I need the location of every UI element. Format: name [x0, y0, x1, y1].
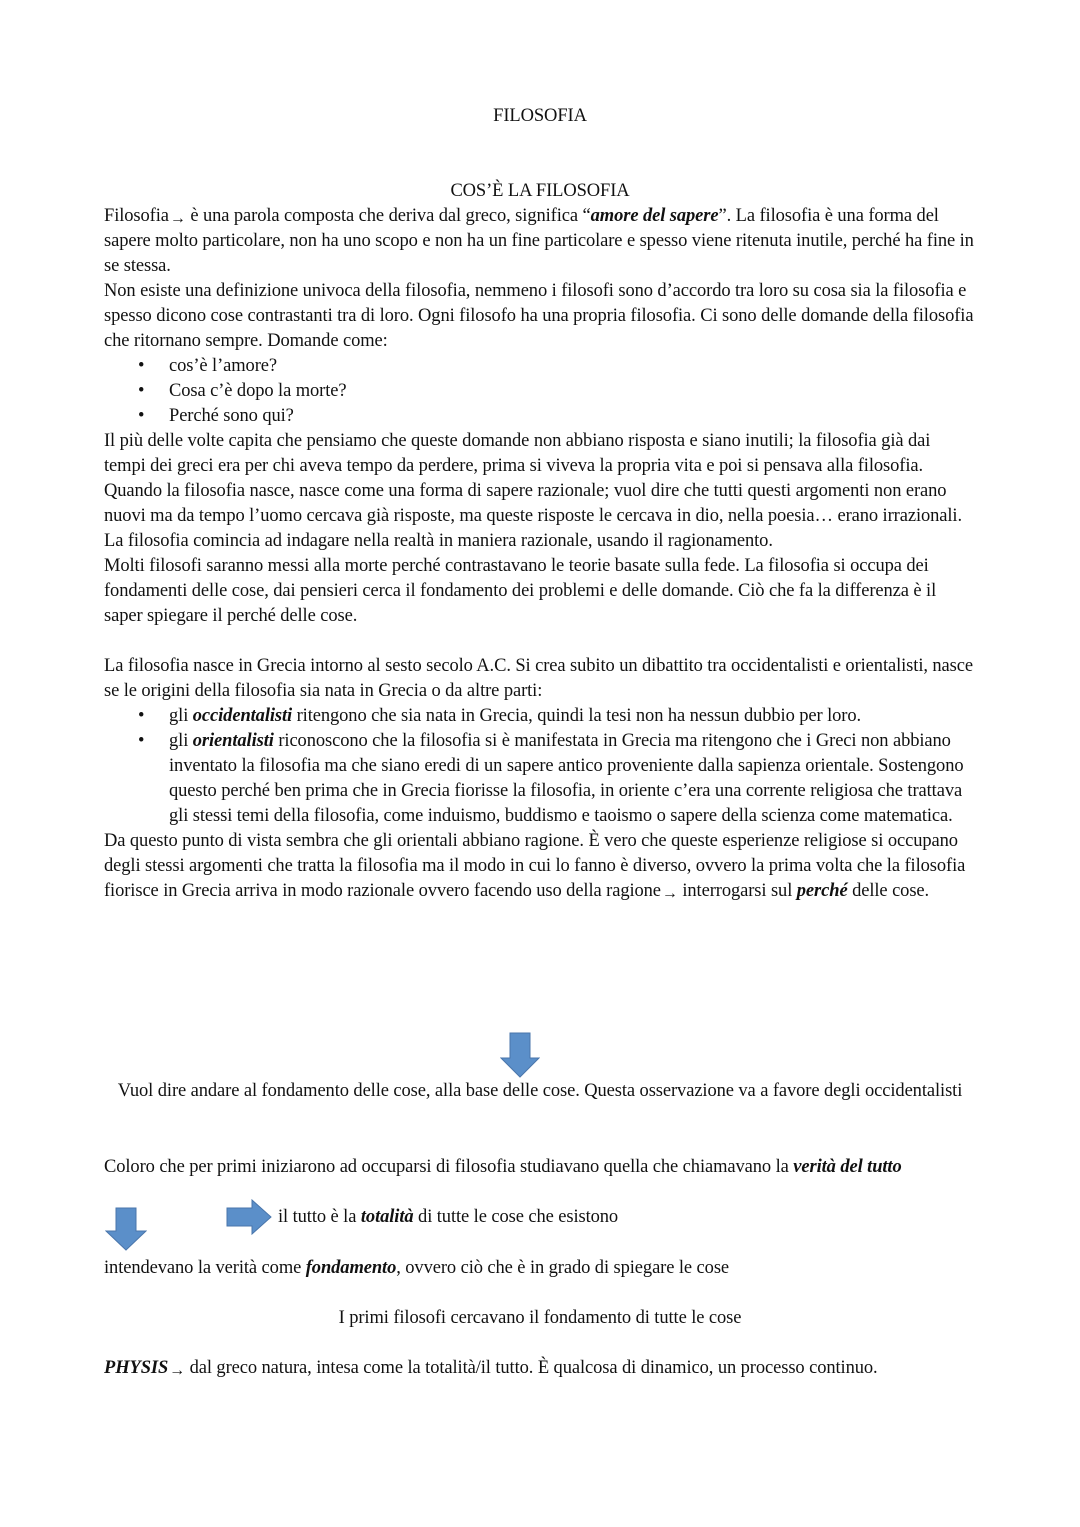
right-arrow-icon: → — [661, 885, 678, 902]
emphasis-occidentalisti: occidentalisti — [192, 706, 293, 726]
emphasis-fondamento: fondamento — [305, 1258, 397, 1278]
emphasis-totalita: totalità — [360, 1207, 414, 1227]
text-span: è una parola composta che deriva dal greco, significa “ — [185, 206, 591, 226]
spacer — [104, 629, 976, 654]
down-arrow-icon — [500, 1032, 540, 1078]
text-span: di tutte le cose che esistono — [413, 1207, 619, 1227]
emphasis-perche: perché — [796, 881, 848, 901]
section-title: COS’È LA FILOSOFIA — [450, 181, 630, 201]
paragraph-razionale: Quando la filosofia nasce, nasce come una forma di sapere razionale; vuol dire che tutti questi argomenti non erano nuovi ma da tempo l’uomo cercava già risposte, ma queste risposte le cercava in dio, nella poesia… erano irrazionali. La filosofia comincia ad indagare nella realtà in maniera razionale, usando il ragionamento. — [104, 481, 962, 551]
fondamento-block — [104, 1256, 976, 1281]
text-span: delle cose. — [847, 881, 930, 901]
list-item — [169, 729, 976, 829]
text-span: gli — [169, 706, 193, 726]
text-span: Da questo punto di vista sembra che gli orientali abbiano ragione. È vero che queste esperienze religiose si occupano degli stessi argomenti che tratta la filosofia ma il modo in cui lo fanno è diverso, ovvero la prima volta che la filosofia fiorisce in Grecia arriva in modo razionale ovvero facendo uso della ragione — [104, 831, 966, 901]
down-arrow-icon — [105, 1207, 147, 1251]
paragraph-punto-di-vista — [104, 829, 976, 904]
paragraph-domande: Il più delle volte capita che pensiamo che queste domande non abbiano risposta e siano inutili; la filosofia già dai tempi dei greci era per chi aveva tempo da perdere, prima si viveva la propria vita e poi si pensava alla filosofia. — [104, 431, 931, 476]
verita-block — [104, 1155, 976, 1180]
totalita-block — [278, 1205, 978, 1230]
text-span: il tutto è la — [278, 1207, 361, 1227]
conclusion-block — [104, 1079, 976, 1104]
right-arrow-icon — [226, 1199, 272, 1235]
title-text: FILOSOFIA — [493, 106, 587, 126]
paragraph-totalita — [278, 1205, 978, 1230]
text-span: gli — [169, 731, 193, 751]
text-span: Coloro che per primi iniziarono ad occuparsi di filosofia studiavano quella che chiamavano la — [104, 1157, 794, 1177]
paragraph-grecia: La filosofia nasce in Grecia intorno al sesto secolo A.C. Si crea subito un dibattito tra occidentalisti e orientalisti, nasce se le origini della filosofia sia nata in Grecia o da altre parti: — [104, 656, 973, 701]
paragraph-verita — [104, 1155, 976, 1180]
list-item: • Cosa c’è dopo la morte? — [169, 379, 976, 404]
right-arrow-icon: → — [169, 210, 186, 227]
term-filosofia: Filosofia — [104, 206, 169, 226]
list-item: • Perché sono qui? — [169, 404, 976, 429]
text-span: dal greco natura, intesa come la totalità/il tutto. È qualcosa di dinamico, un processo continuo. — [185, 1358, 878, 1378]
physis-block — [104, 1356, 976, 1381]
text-span: intendevano la verità come — [104, 1258, 306, 1278]
questions-list — [104, 354, 976, 429]
paragraph-fondamento — [104, 1256, 976, 1281]
paragraph-definition — [104, 204, 976, 279]
text-span: , ovvero ciò che è in grado di spiegare le cose — [396, 1258, 730, 1278]
list-item: • cos’è l’amore? — [169, 354, 976, 379]
paragraph-primi-filosofi: I primi filosofi cercavano il fondamento di tutte le cose — [338, 1308, 742, 1328]
document-body — [104, 179, 976, 904]
text-span: ”. La filosofia è una forma del sapere molto particolare, non ha uno scopo e non ha un fine particolare e spesso viene ritenuta inutile, perché ha fine in se stessa. — [104, 206, 974, 276]
right-arrow-icon: → — [169, 1362, 186, 1379]
debate-list — [104, 704, 976, 829]
list-item — [169, 704, 976, 729]
primi-filosofi-block — [104, 1306, 976, 1331]
paragraph-fondamenti: Molti filosofi saranno messi alla morte perché contrastavano le teorie basate sulla fede. La filosofia si occupa dei fondamenti delle cose, dai pensieri cerca il fondamento dei problemi e delle domande. Ciò che fa la differenza è il saper spiegare il perché delle cose. — [104, 556, 937, 626]
emphasis-amore-del-sapere: amore del sapere — [590, 206, 719, 226]
paragraph-conclusione: Vuol dire andare al fondamento delle cose, alla base delle cose. Questa osservazione va a favore degli occidentalisti — [117, 1081, 963, 1101]
paragraph-definizione: Non esiste una definizione univoca della filosofia, nemmeno i filosofi sono d’accordo tra loro su cosa sia la filosofia e spesso dicono cose contrastanti tra di loro. Ogni filosofo ha una propria filosofia. Ci sono delle domande della filosofia che ritornano sempre. Domande come: — [104, 281, 974, 351]
term-physis: PHYSIS — [104, 1358, 169, 1378]
text-span: ritengono che sia nata in Grecia, quindi la tesi non ha nessun dubbio per loro. — [292, 706, 862, 726]
document-title — [104, 104, 976, 129]
emphasis-verita-del-tutto: verità del tutto — [793, 1157, 902, 1177]
emphasis-orientalisti: orientalisti — [192, 731, 274, 751]
text-span: riconoscono che la filosofia si è manifestata in Grecia ma ritengono che i Greci non abbiano inventato la filosofia ma che siano eredi di un sapere antico proveniente dalla sapienza orientale. Sostengono questo perché ben prima che in Grecia fiorisse la filosofia, in oriente c’era una corrente religiosa che trattava gli stessi temi della filosofia, come induismo, buddismo e taoismo o sapere della scienza come matematica. — [169, 731, 964, 826]
paragraph-physis — [104, 1356, 976, 1381]
text-span: interrogarsi sul — [677, 881, 797, 901]
